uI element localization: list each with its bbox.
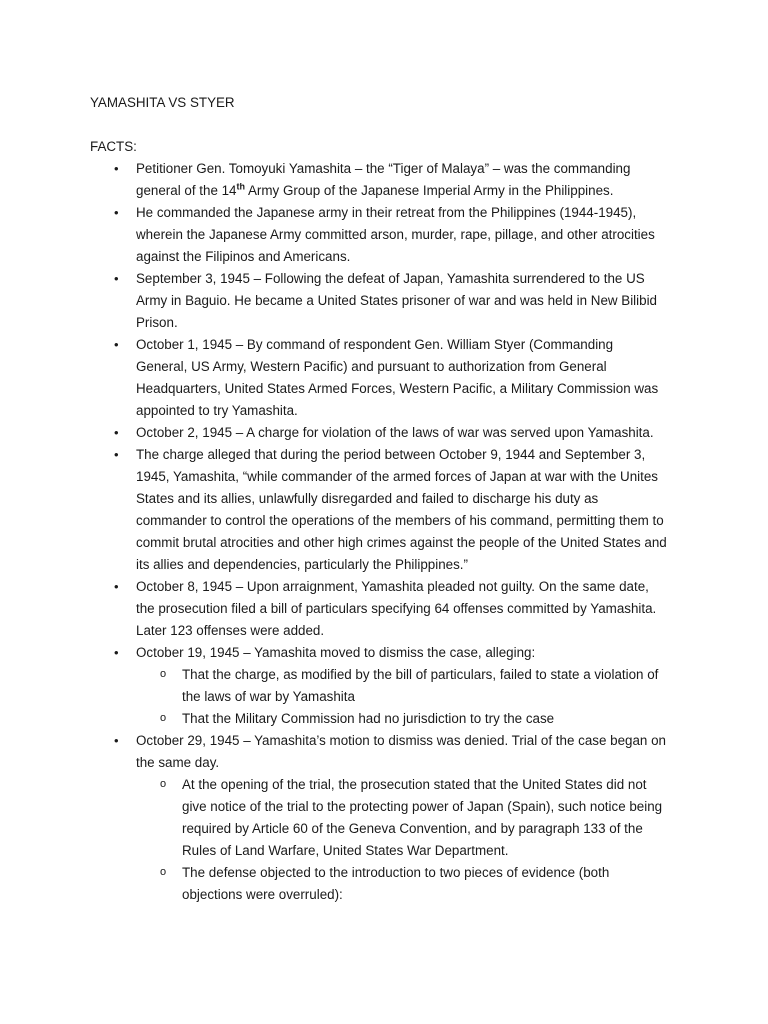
fact-item: • October 2, 1945 – A charge for violation of the laws of war was served upon Yamashita. xyxy=(90,422,668,444)
sub-item: o That the charge, as modified by the bill of particulars, failed to state a violation of the laws of war by Yamashita xyxy=(136,664,668,708)
fact-item xyxy=(90,730,668,906)
section-heading: FACTS: xyxy=(90,139,137,154)
facts-list xyxy=(90,158,668,906)
fact-item xyxy=(90,158,668,202)
fact-item: • The charge alleged that during the period between October 9, 1944 and September 3, 1945, Yamashita, “while commander of the armed forces of Japan at war with the Unites States and its allies, unlawfully disregarded and failed to discharge his duty as commander to control the operations of the members of his command, permitting them to commit brutal atrocities and other high crimes against the people of the United States and its allies and dependencies, particularly the Philippines.” xyxy=(90,444,668,576)
fact-text: • October 29, 1945 – Yamashita’s motion to dismiss was denied. Trial of the case began on the same day. xyxy=(136,733,666,770)
sub-list xyxy=(136,664,668,730)
sub-item: o The defense objected to the introduction to two pieces of evidence (both objections were overruled): xyxy=(136,862,668,906)
sub-item: o That the Military Commission had no jurisdiction to try the case xyxy=(136,708,668,730)
sub-list xyxy=(136,774,668,906)
sub-item: o At the opening of the trial, the prosecution stated that the United States did not give notice of the trial to the protecting power of Japan (Spain), such notice being required by Article 60 of the Geneva Convention, and by paragraph 133 of the Rules of Land Warfare, United States War Department. xyxy=(136,774,668,862)
fact-item: • He commanded the Japanese army in their retreat from the Philippines (1944-1945), wherein the Japanese Army committed arson, murder, rape, pillage, and other atrocities against the Filipinos and Americans. xyxy=(90,202,668,268)
document-title: YAMASHITA VS STYER xyxy=(90,95,235,110)
fact-text: Petitioner Gen. Tomoyuki Yamashita – the “Tiger of Malaya” – was the commanding general of the 14 xyxy=(136,161,631,198)
fact-item: • October 1, 1945 – By command of respondent Gen. William Styer (Commanding General, US Army, Western Pacific) and pursuant to authorization from General Headquarters, United States Armed Forces, Western Pacific, a Military Commission was appointed to try Yamashita. xyxy=(90,334,668,422)
fact-item xyxy=(90,642,668,730)
fact-item: • September 3, 1945 – Following the defeat of Japan, Yamashita surrendered to the US Army in Baguio. He became a United States prisoner of war and was held in New Bilibid Prison. xyxy=(90,268,668,334)
ordinal-suffix: th xyxy=(236,181,246,192)
fact-item: • October 8, 1945 – Upon arraignment, Yamashita pleaded not guilty. On the same date, the prosecution filed a bill of particulars specifying 64 offenses committed by Yamashita. Later 123 offenses were added. xyxy=(90,576,668,642)
fact-text: • October 19, 1945 – Yamashita moved to dismiss the case, alleging: xyxy=(136,645,536,660)
fact-text-cont: Army Group of the Japanese Imperial Army in the Philippines. xyxy=(245,183,614,198)
